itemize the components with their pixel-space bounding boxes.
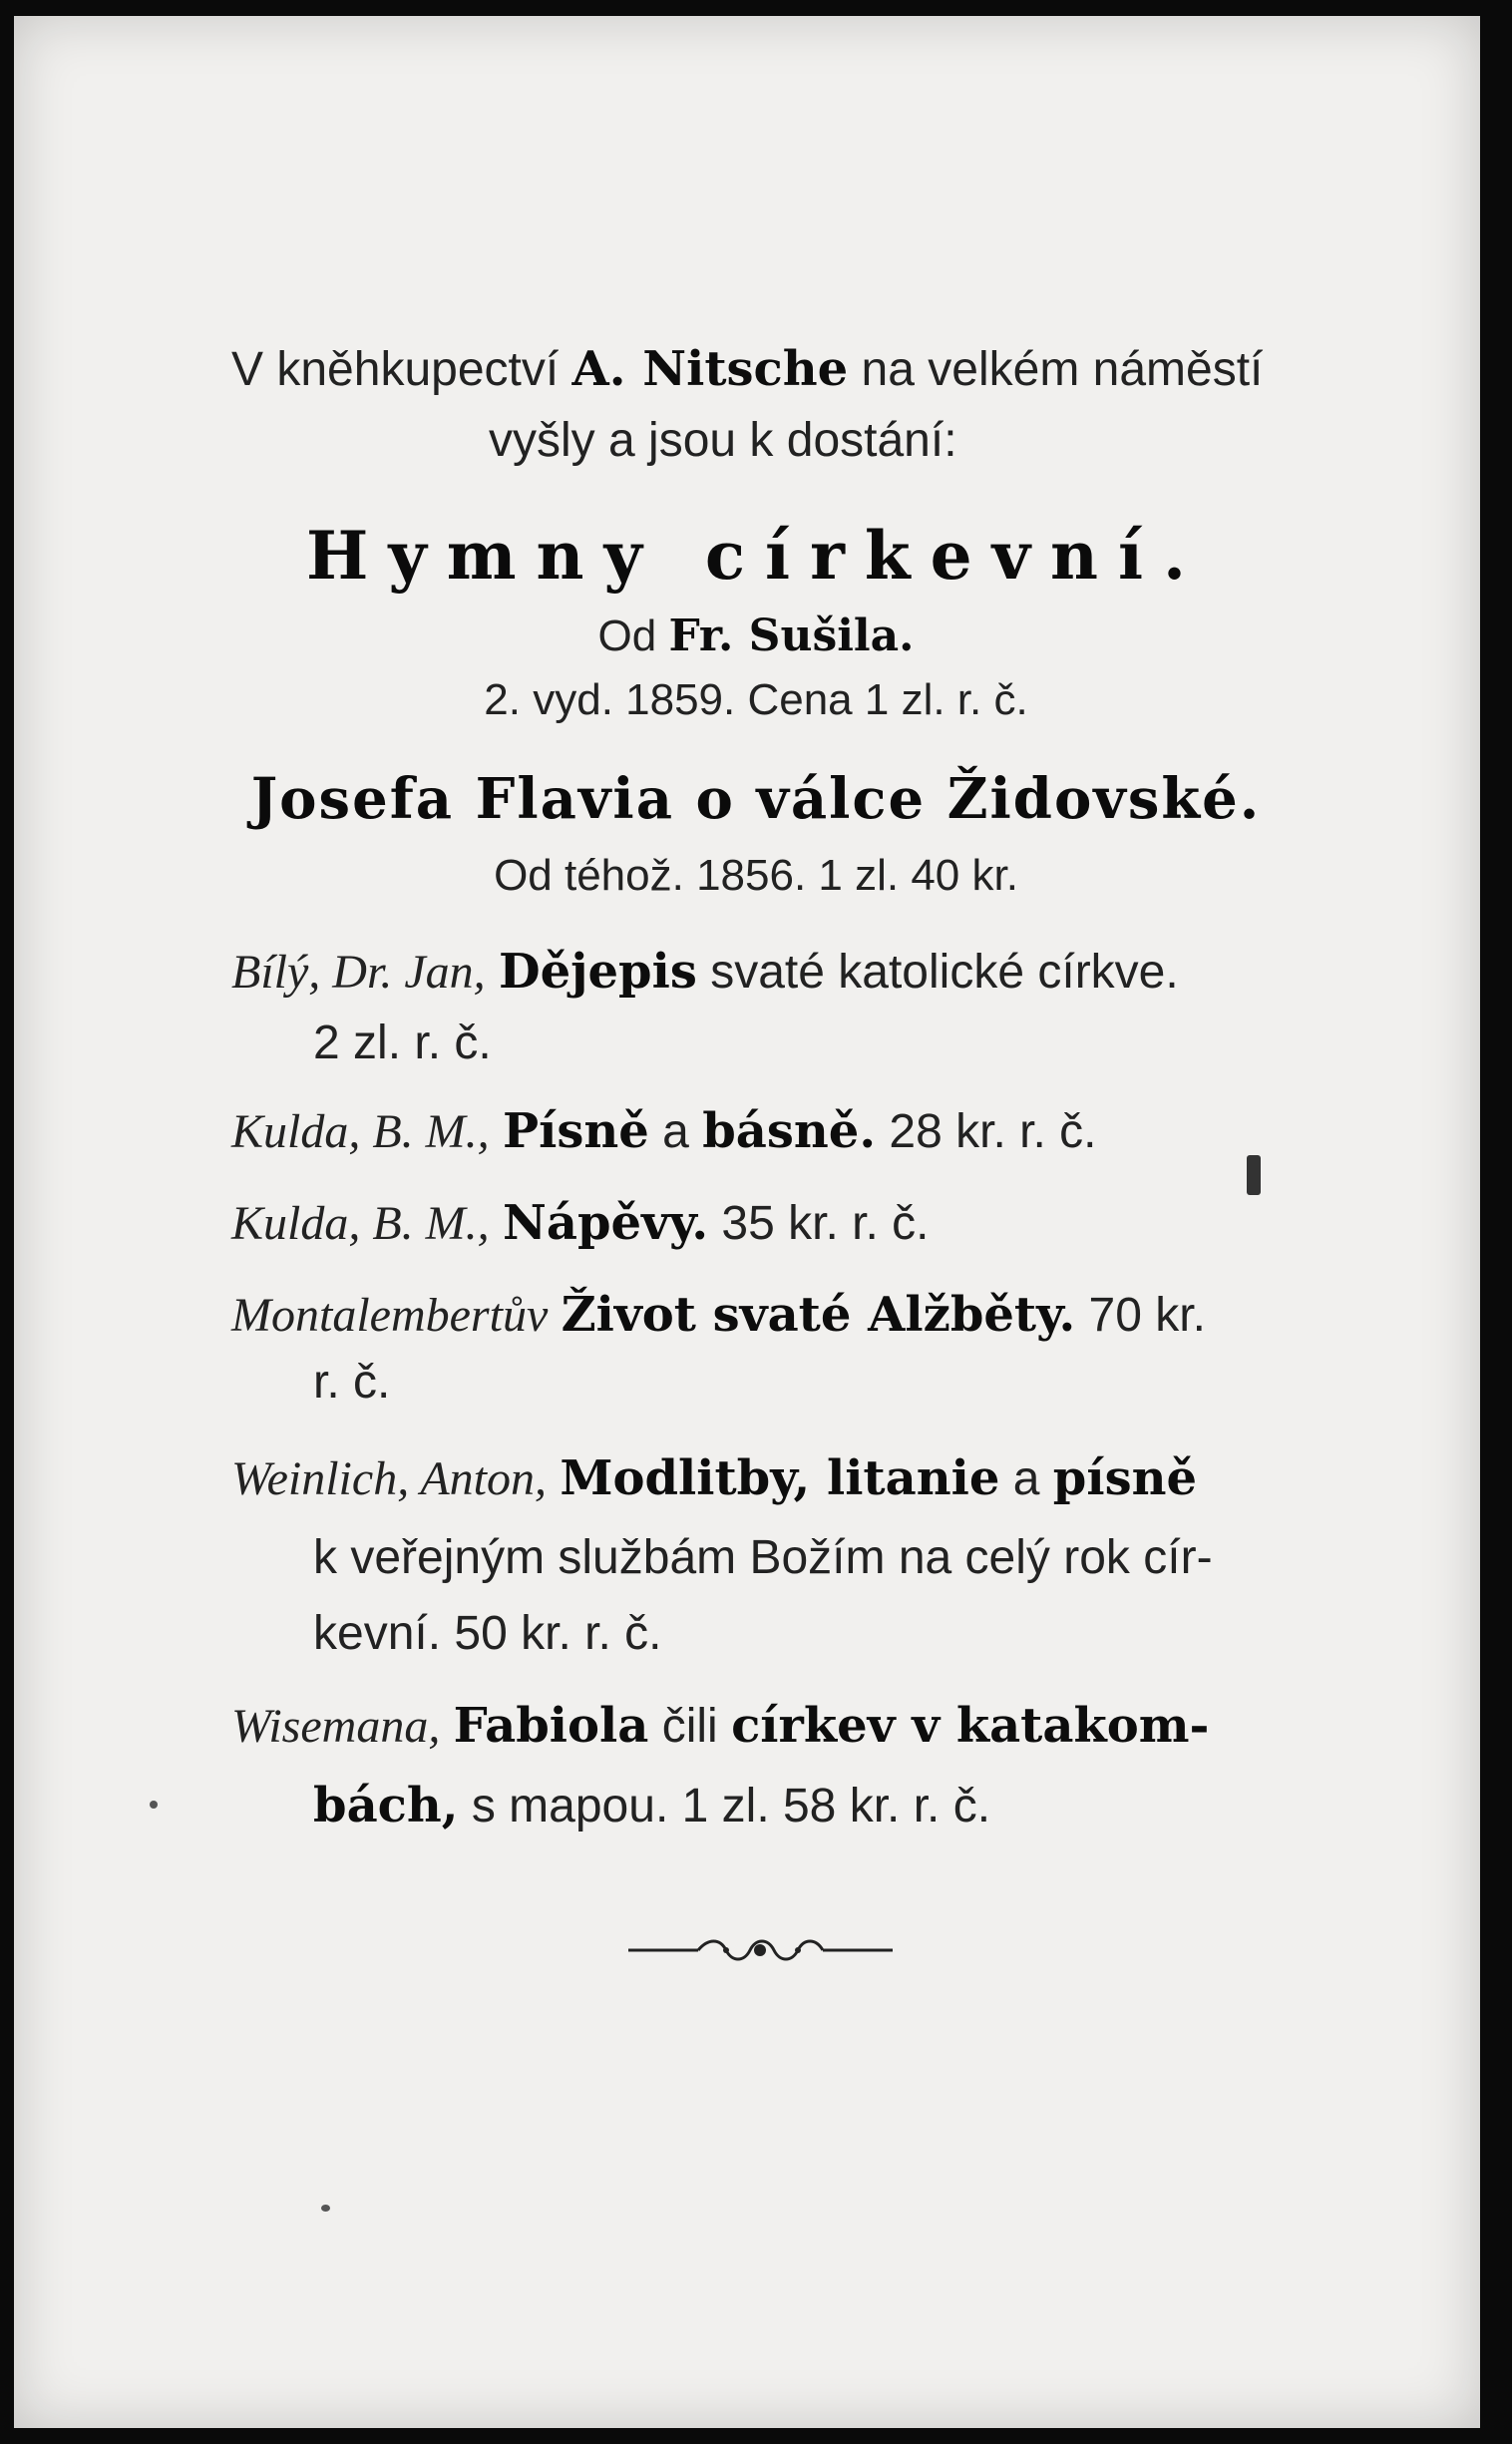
book-entry-weinlich-line3: kevní. 50 kr. r. č. [313,1607,662,1660]
speck [150,1801,158,1809]
bookshop-name: A. Nitsche [571,341,849,397]
author-kulda: Kulda, B. M., [231,1105,490,1158]
author-montalembert: Montalembertův [231,1289,549,1342]
book-entry-weinlich: Weinlich, Anton, Modlitby, litanie a písně [231,1450,1198,1506]
intro-line-2: vyšly a jsou k dostání: [489,414,957,467]
book-details-hymny: 2. vyd. 1859. Cena 1 zl. r. č. [484,675,1028,724]
margin-mark [1247,1155,1261,1195]
book-title-hymny: Hymny církevní. [306,517,1206,595]
author-bily: Bílý, Dr. Jan, [231,946,486,999]
book-title-flavia: Josefa Flavia o válce Židovské. [250,766,1262,832]
author-wiseman: Wisemana, [231,1700,441,1753]
author-weinlich: Weinlich, Anton, [231,1452,547,1505]
intro-line-1: V kněhkupectví A. Nitsche na velkém náměstí [231,341,1264,397]
book-details-flavia: Od téhož. 1856. 1 zl. 40 kr. [494,851,1018,900]
book-entry-kulda-pisne: Kulda, B. M., Písně a básně. 28 kr. r. č. [231,1103,1097,1159]
speck [321,2205,330,2212]
book-entry-montalembert: Montalembertův Život svaté Alžběty. 70 kr. [231,1287,1206,1343]
book-author-hymny: Od Fr. Sušila. [597,611,915,661]
book-entry-bily: Bílý, Dr. Jan, Dějepis svaté katolické církve. [231,944,1179,1000]
author-kulda: Kulda, B. M., [231,1197,490,1250]
book-entry-montalembert-price: r. č. [313,1356,391,1409]
book-entry-wiseman-line2: bách, s mapou. 1 zl. 58 kr. r. č. [313,1778,991,1833]
book-entry-kulda-napevy: Kulda, B. M., Nápěvy. 35 kr. r. č. [231,1195,930,1251]
book-entry-weinlich-line2: k veřejným službám Božím na celý rok cír- [313,1531,1213,1584]
book-entry-bily-price: 2 zl. r. č. [313,1017,492,1069]
book-entry-wiseman: Wisemana, Fabiola čili církev v katakom- [231,1698,1210,1754]
divider-ornament [628,1930,893,1970]
